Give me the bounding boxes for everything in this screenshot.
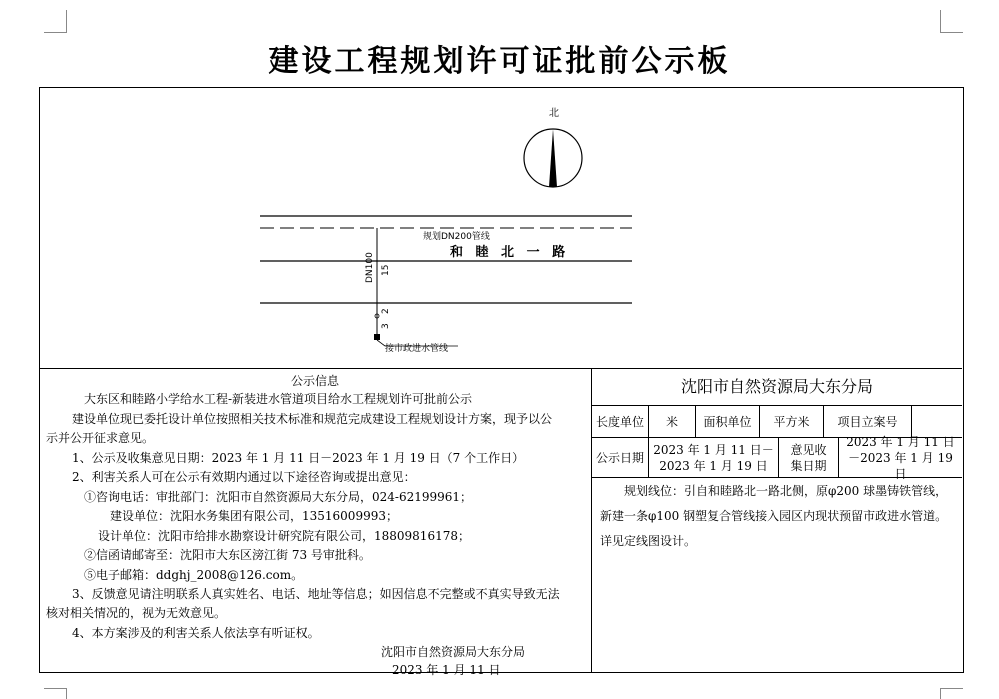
notice-item-1: 1、公示及收集意见日期：2023 年 1 月 11 日－2023 年 1 月 19 日（7 个工作日）: [72, 451, 525, 465]
builder-contact: 建设单位：沈阳水务集团有限公司，13516009993；: [110, 509, 398, 523]
intro-line-2: 示并公开征求意见。: [46, 431, 155, 445]
case-number-label: 项目立案号: [824, 406, 912, 438]
designer-contact: 设计单位：沈阳市给排水勘察设计研究院有限公司，18809816178；: [98, 529, 470, 543]
length-unit-value: 米: [649, 406, 696, 438]
mail-address: ②信函请邮寄至：沈阳市大东区滂江街 73 号审批科。: [84, 548, 371, 562]
north-arrow-icon: [524, 107, 582, 187]
branch-pipe-size: DN100: [365, 252, 375, 283]
notice-date-value: 2023 年 1 月 11 日－2023 年 1 月 19 日: [649, 438, 779, 478]
area-unit-label: 面积单位: [696, 406, 760, 438]
notice-date-label: 公示日期: [592, 438, 649, 478]
length-unit-label: 长度单位: [592, 406, 649, 438]
crop-mark-bottom-left: [44, 688, 67, 699]
project-info-panel: [592, 369, 962, 672]
road-name: 和 睦 北 一 路: [450, 245, 570, 260]
notice-heading: 公示信息: [291, 374, 340, 388]
signature-org: 沈阳市自然资源局大东分局: [381, 645, 526, 659]
signature-date: 2023 年 1 月 11 日: [392, 663, 501, 677]
collect-date-value: 2023 年 1 月 11 日－2023 年 1 月 19 日: [839, 438, 962, 478]
route-description: 规划线位：引自和睦路北一路北侧，原φ200 球墨铸铁管线，新建一条φ100 钢塑复合管线接入园区内现状预留市政进水管道。详见定线图设计。: [600, 484, 948, 548]
email-address[interactable]: ⑤电子邮箱：ddghj_2008@126.com。: [84, 568, 304, 582]
notice-item-4: 4、本方案涉及的利害关系人依法享有听证权。: [72, 626, 320, 640]
page-title: 建设工程规划许可证批前公示板: [268, 44, 731, 79]
consult-phone: ①咨询电话：审批部门：沈阳市自然资源局大东分局，024-62199961；: [84, 490, 473, 504]
dimension-15: 15: [381, 264, 391, 276]
notice-section: [40, 368, 962, 677]
crop-mark-bottom-right: [940, 688, 963, 699]
site-plan: [40, 88, 962, 368]
notice-board: [39, 87, 964, 677]
intro-line-1: 建设单位现已委托设计单位按照相关技术标准和规范完成建设工程规划设计方案，现予以公: [72, 412, 553, 426]
crop-mark-top-left: [44, 10, 67, 33]
agency-name: 沈阳市自然资源局大东分局: [592, 369, 962, 406]
north-label: 北: [549, 108, 559, 119]
notice-item-3-line-1: 3、反馈意见请注明联系人真实姓名、电话、地址等信息；如因信息不完整或不真实导致无法: [72, 587, 560, 601]
project-title: 大东区和睦路小学给水工程-新装进水管道项目给水工程规划许可批前公示: [84, 392, 473, 406]
connect-label: 接市政进水管线: [385, 344, 449, 354]
area-unit-value: 平方米: [760, 406, 824, 438]
dimension-3: 3: [381, 323, 391, 329]
crop-mark-top-right: [940, 10, 963, 33]
notice-item-2: 2、利害关系人可在公示有效期内通过以下途径咨询或提出意见：: [72, 470, 416, 484]
dimension-2: 2: [381, 308, 391, 314]
notice-item-3-line-2: 核对相关情况的，视为无效意见。: [46, 606, 227, 620]
planned-pipe-label: 规划DN200管线: [423, 232, 490, 242]
public-notice-info: [40, 369, 592, 677]
collect-date-label: 意见收集日期: [779, 438, 839, 478]
